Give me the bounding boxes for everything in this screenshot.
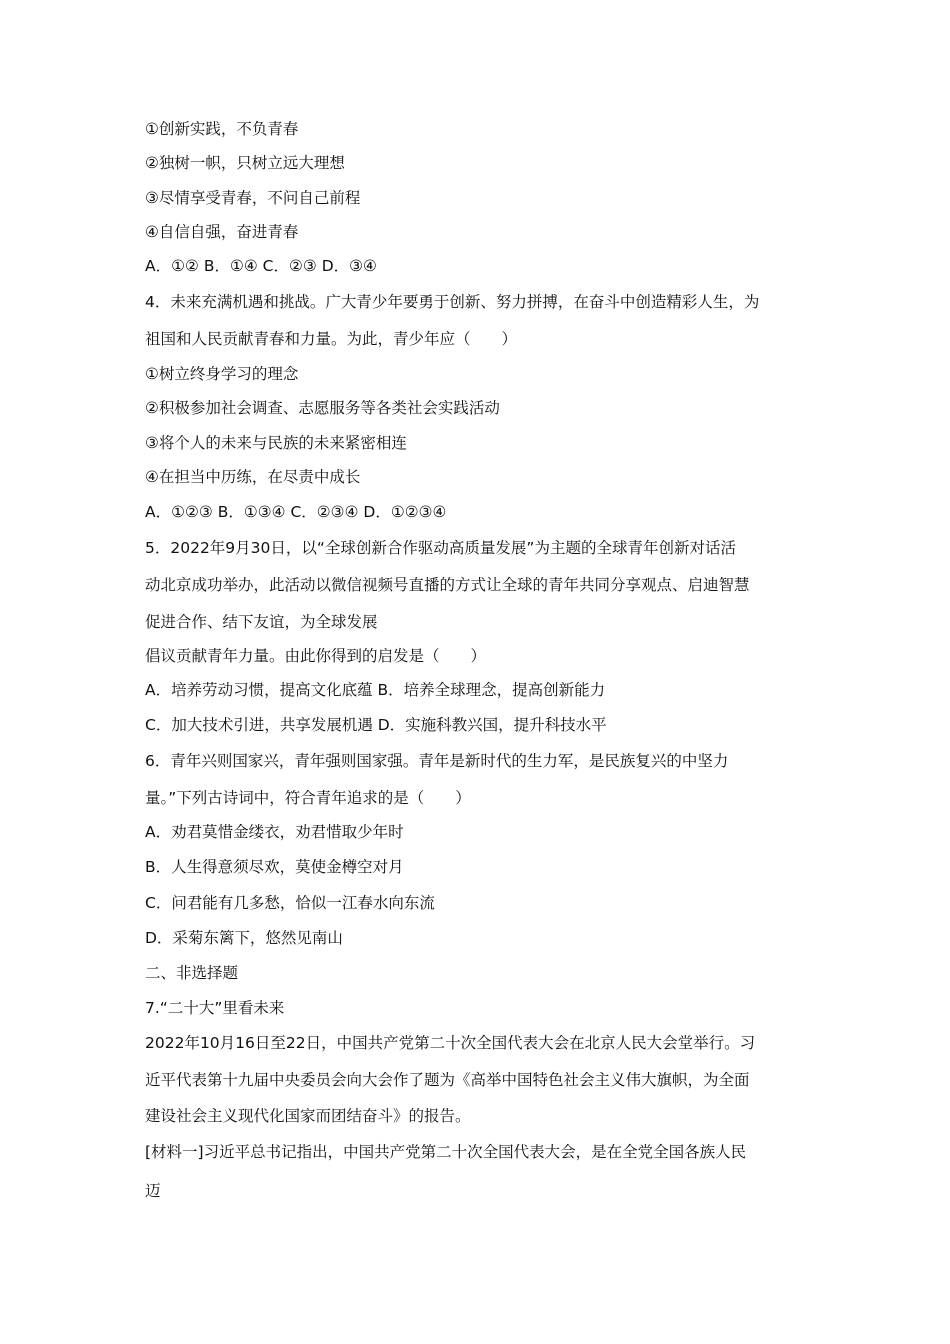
question-6-line-1: 6．青年兴则国家兴，青年强则国家强。青年是新时代的生力军，是民族复兴的中坚力 <box>145 752 729 770</box>
question-7-title: 7.“二十大”里看未来 <box>145 999 285 1017</box>
answer-choices-q4: A．①②③ B．①③④ C．②③④ D．①②③④ <box>145 503 447 521</box>
question-5-line-3: 促进合作、结下友谊，为全球发展 <box>145 613 378 631</box>
q5-choices-cd: C．加大技术引进，共享发展机遇 D．实施科教兴国，提升科技水平 <box>145 716 607 734</box>
option-line-4: ④自信自强，奋进青春 <box>145 223 299 241</box>
option-line-2: ②独树一帜，只树立远大理想 <box>145 154 345 172</box>
question-7-line-3: 建设社会主义现代化国家而团结奋斗》的报告。 <box>145 1107 471 1125</box>
option-line-1: ①创新实践，不负青春 <box>145 120 299 138</box>
q6-choice-b: B．人生得意须尽欢，莫使金樽空对月 <box>145 858 404 876</box>
q6-choice-d: D．采菊东篱下，悠然见南山 <box>145 929 343 947</box>
q4-option-3: ③将个人的未来与民族的未来紧密相连 <box>145 434 407 452</box>
q4-option-2: ②积极参加社会调查、志愿服务等各类社会实践活动 <box>145 399 500 417</box>
question-4-line-1: 4．未来充满机遇和挑战。广大青少年要勇于创新、努力拼搏，在奋斗中创造精彩人生，为 <box>145 293 760 311</box>
q6-choice-c: C．问君能有几多愁，恰似一江春水向东流 <box>145 894 435 912</box>
question-4-line-2: 祖国和人民贡献青春和力量。为此，青少年应（ ） <box>145 330 518 348</box>
question-5-line-2: 动北京成功举办，此活动以微信视频号直播的方式让全球的青年共同分享观点、启迪智慧 <box>145 576 750 594</box>
question-7-line-2: 近平代表第十九届中央委员会向大会作了题为《高举中国特色社会主义伟大旗帜，为全面 <box>145 1071 750 1089</box>
q5-choices-ab: A．培养劳动习惯，提高文化底蕴 B．培养全球理念，提高创新能力 <box>145 681 606 699</box>
q6-choice-a: A．劝君莫惜金缕衣，劝君惜取少年时 <box>145 823 404 841</box>
q4-option-4: ④在担当中历练，在尽责中成长 <box>145 468 361 486</box>
section-heading: 二、非选择题 <box>145 964 239 982</box>
question-6-line-2: 量。”下列古诗词中，符合青年追求的是（ ） <box>145 789 471 807</box>
option-line-3: ③尽情享受青春，不问自己前程 <box>145 189 361 207</box>
question-5-line-1: 5．2022年9月30日，以“全球创新合作驱动高质量发展”为主题的全球青年创新对话活 <box>145 539 736 557</box>
material-1-line-1: [材料一]习近平总书记指出，中国共产党第二十次全国代表大会，是在全党全国各族人民 <box>145 1143 747 1161</box>
question-5-line-4: 倡议贡献青年力量。由此你得到的启发是（ ） <box>145 647 487 665</box>
material-1-line-2: 迈 <box>145 1182 161 1200</box>
answer-choices-q3: A．①② B．①④ C．②③ D．③④ <box>145 257 377 275</box>
question-7-line-1: 2022年10月16日至22日，中国共产党第二十次全国代表大会在北京人民大会堂举行。习 <box>145 1034 756 1052</box>
q4-option-1: ①树立终身学习的理念 <box>145 365 299 383</box>
